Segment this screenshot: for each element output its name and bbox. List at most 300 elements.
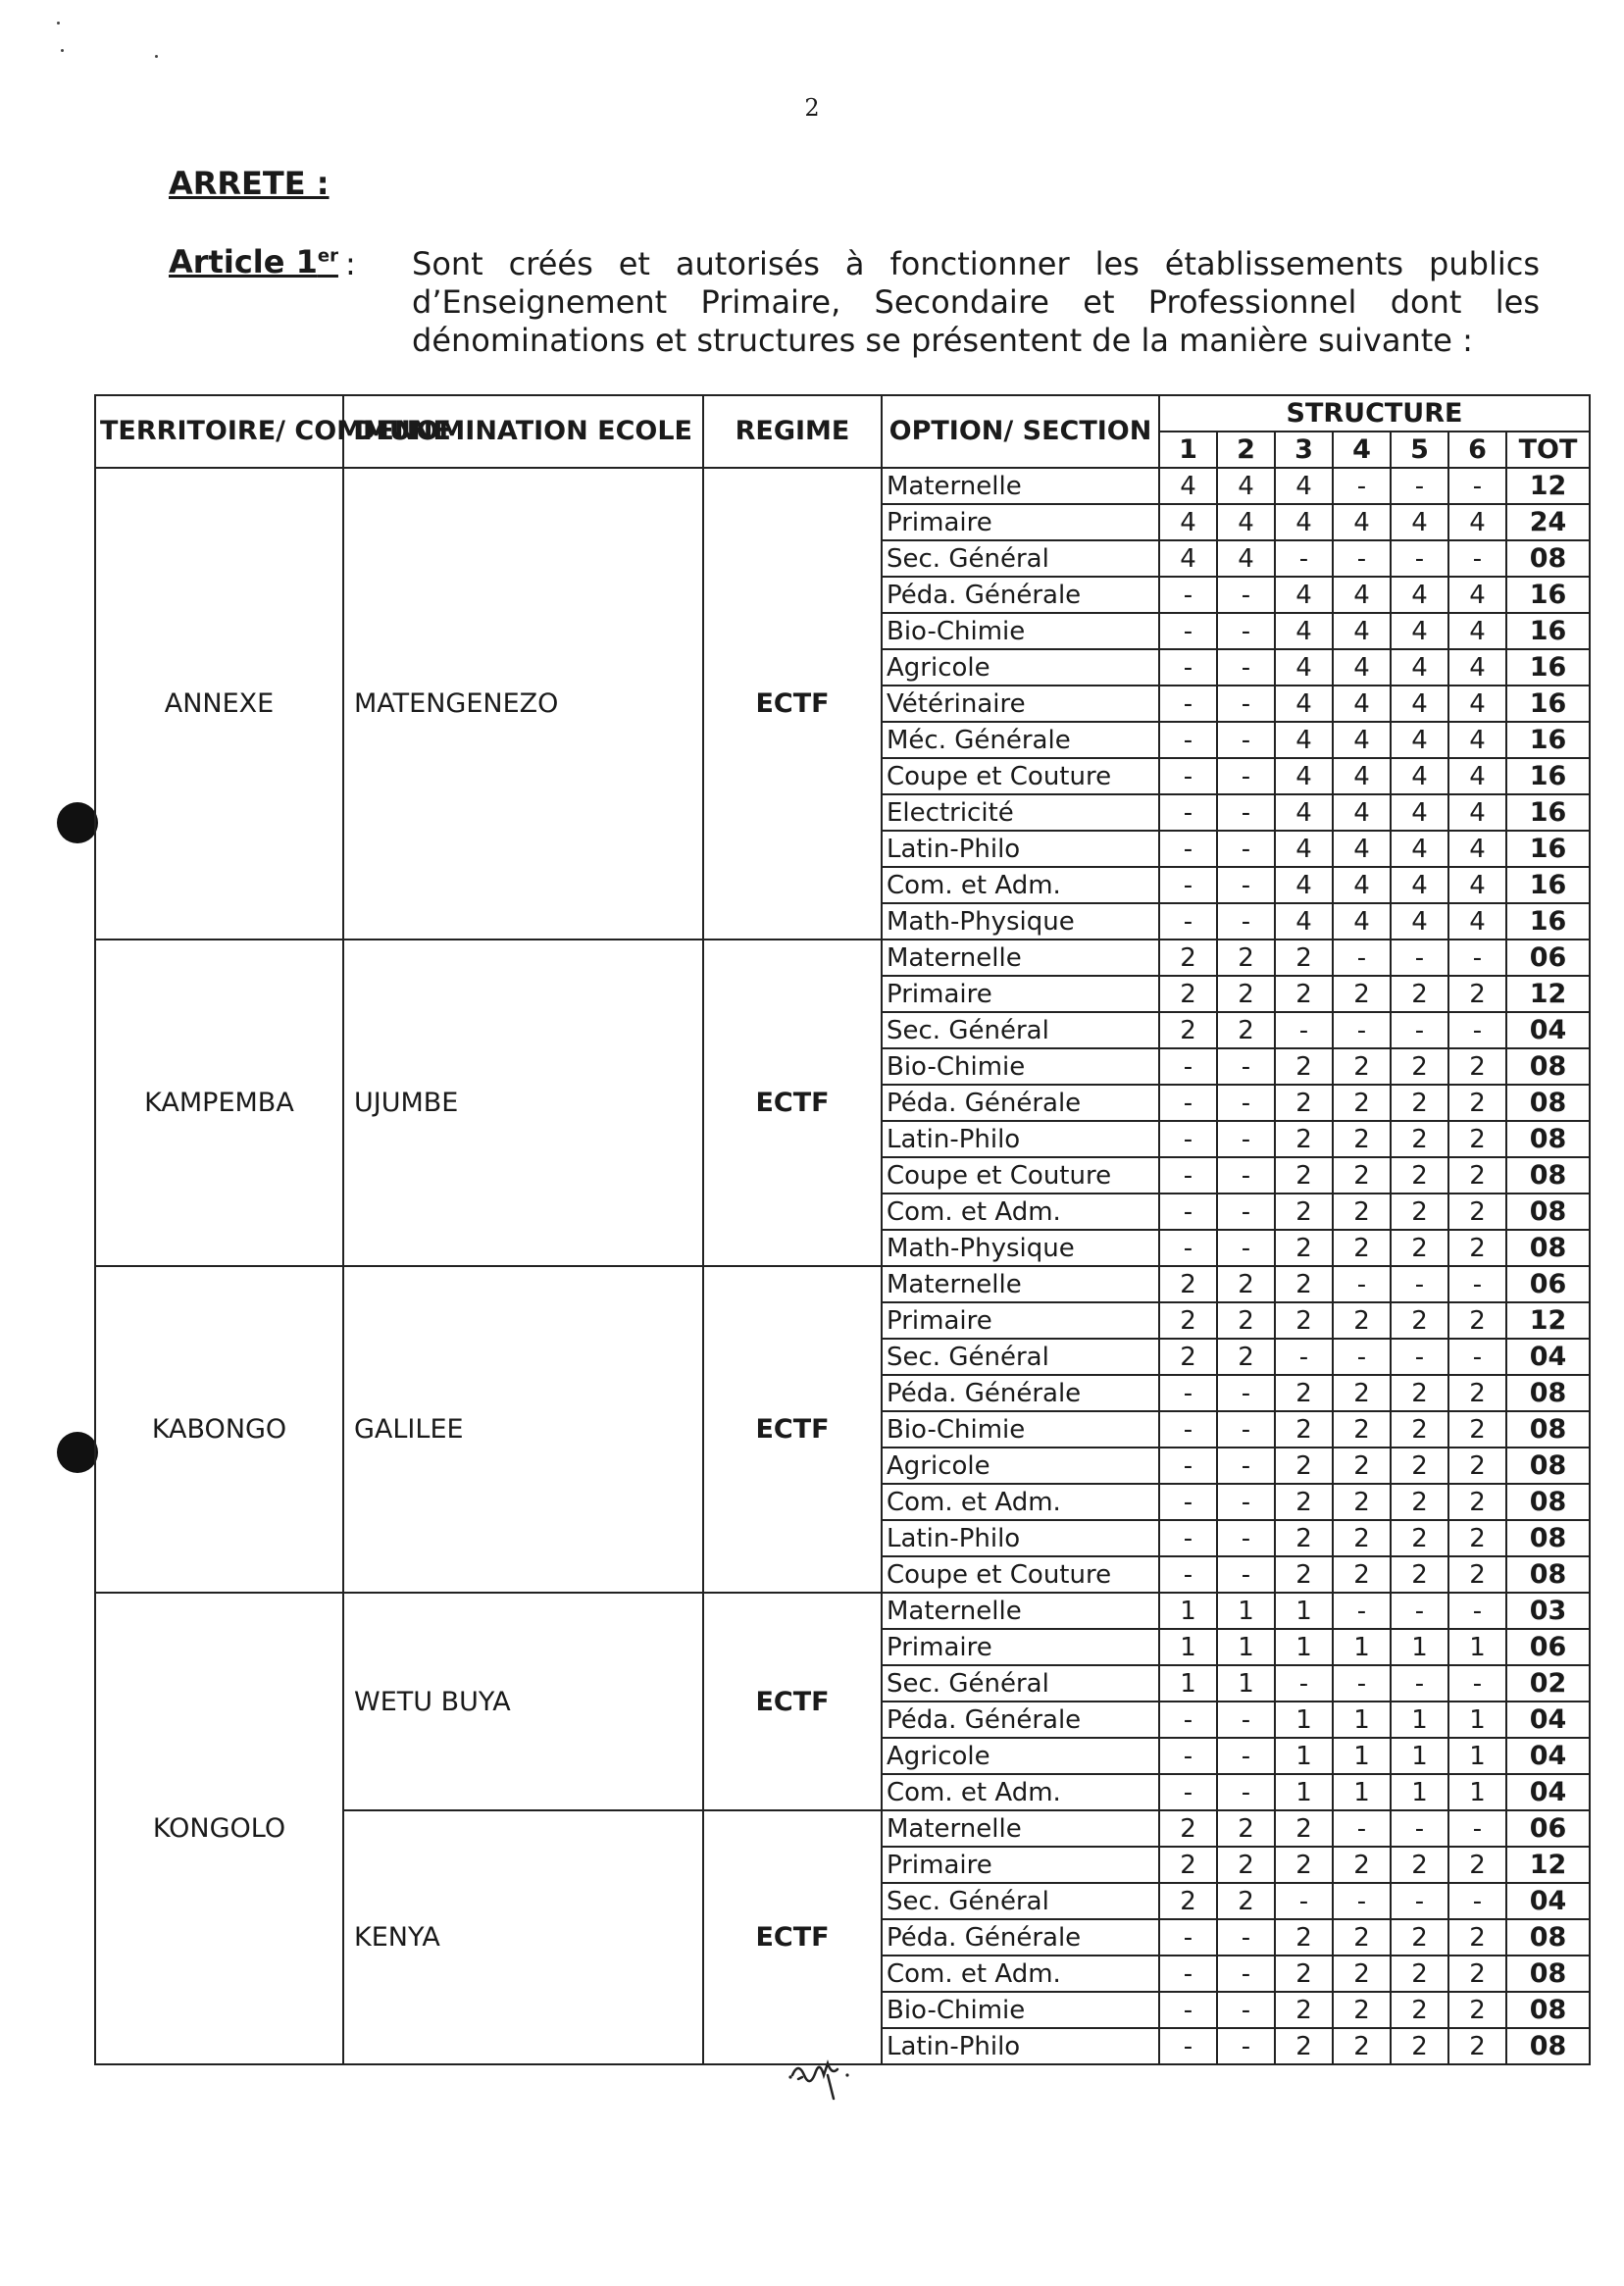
structure-cell-3: 2: [1275, 1919, 1333, 1956]
option-cell: Com. et Adm.: [882, 1484, 1159, 1520]
article-text: Sont créés et autorisés à fonctionner les établissements publics d’Enseignement Primaire, Secondaire et Professionnel dont les dénominations et structures se présentent de la manière suivante :: [412, 245, 1540, 359]
structure-cell-6: -: [1448, 1593, 1506, 1629]
structure-cell-5: 4: [1391, 831, 1448, 867]
structure-cell-4: 4: [1333, 903, 1391, 940]
option-cell: Sec. Général: [882, 1012, 1159, 1048]
structure-cell-1: -: [1159, 794, 1217, 831]
structure-cell-5: 1: [1391, 1774, 1448, 1810]
structure-cell-4: 2: [1333, 1956, 1391, 1992]
total-cell: 04: [1506, 1738, 1590, 1774]
total-cell: 08: [1506, 1375, 1590, 1411]
school-name-cell: KENYA: [343, 1810, 703, 2064]
structure-cell-3: 4: [1275, 649, 1333, 686]
option-cell: Bio-Chimie: [882, 1411, 1159, 1448]
structure-cell-5: 4: [1391, 649, 1448, 686]
structure-cell-6: 1: [1448, 1629, 1506, 1665]
structure-cell-4: 1: [1333, 1738, 1391, 1774]
structure-cell-2: -: [1217, 1157, 1275, 1194]
structure-cell-5: 4: [1391, 722, 1448, 758]
structure-cell-5: 2: [1391, 1048, 1448, 1085]
regime-cell: ECTF: [703, 468, 882, 940]
structure-cell-5: -: [1391, 468, 1448, 504]
scan-speck: [155, 55, 158, 58]
structure-cell-3: 2: [1275, 1375, 1333, 1411]
structure-cell-1: 2: [1159, 1847, 1217, 1883]
structure-cell-3: 2: [1275, 1157, 1333, 1194]
structure-cell-2: 2: [1217, 1266, 1275, 1302]
structure-cell-6: -: [1448, 1012, 1506, 1048]
option-cell: Latin-Philo: [882, 1520, 1159, 1556]
structure-cell-2: -: [1217, 831, 1275, 867]
option-cell: Maternelle: [882, 468, 1159, 504]
table-row: [95, 468, 1590, 504]
structure-cell-2: -: [1217, 1230, 1275, 1266]
structure-cell-5: 4: [1391, 613, 1448, 649]
option-cell: Maternelle: [882, 1266, 1159, 1302]
option-cell: Math-Physique: [882, 1230, 1159, 1266]
total-cell: 08: [1506, 1411, 1590, 1448]
total-cell: 02: [1506, 1665, 1590, 1702]
structure-cell-2: -: [1217, 794, 1275, 831]
structure-cell-1: -: [1159, 1484, 1217, 1520]
total-cell: 08: [1506, 1992, 1590, 2028]
structure-cell-6: 4: [1448, 758, 1506, 794]
header-col-2: 2: [1217, 432, 1275, 468]
option-cell: Coupe et Couture: [882, 1157, 1159, 1194]
structure-cell-5: 2: [1391, 1157, 1448, 1194]
structure-cell-1: 2: [1159, 1883, 1217, 1919]
structure-cell-3: 1: [1275, 1774, 1333, 1810]
structure-cell-3: 4: [1275, 758, 1333, 794]
structure-cell-6: 4: [1448, 577, 1506, 613]
structure-cell-2: -: [1217, 1992, 1275, 2028]
total-cell: 04: [1506, 1339, 1590, 1375]
structure-cell-6: -: [1448, 1883, 1506, 1919]
structure-cell-4: -: [1333, 468, 1391, 504]
structure-cell-6: 2: [1448, 1085, 1506, 1121]
total-cell: 08: [1506, 1085, 1590, 1121]
structure-cell-6: -: [1448, 1665, 1506, 1702]
total-cell: 16: [1506, 867, 1590, 903]
structure-cell-5: 2: [1391, 1375, 1448, 1411]
structure-cell-6: 4: [1448, 504, 1506, 540]
scan-hole-dot: [57, 1432, 98, 1473]
structure-cell-5: -: [1391, 1883, 1448, 1919]
structure-cell-2: 4: [1217, 504, 1275, 540]
structure-cell-3: 4: [1275, 468, 1333, 504]
structure-cell-2: -: [1217, 867, 1275, 903]
structure-cell-1: -: [1159, 758, 1217, 794]
structure-cell-4: 1: [1333, 1774, 1391, 1810]
structure-cell-5: 4: [1391, 867, 1448, 903]
structure-cell-6: 2: [1448, 1484, 1506, 1520]
structure-cell-1: -: [1159, 1157, 1217, 1194]
option-cell: Péda. Générale: [882, 1085, 1159, 1121]
total-cell: 08: [1506, 1121, 1590, 1157]
structure-cell-2: -: [1217, 1702, 1275, 1738]
structure-cell-2: 2: [1217, 1012, 1275, 1048]
header-territoire: TERRITOIRE/ COMMUNE: [95, 395, 343, 468]
structure-cell-4: 2: [1333, 1919, 1391, 1956]
structure-cell-5: -: [1391, 940, 1448, 976]
structure-cell-4: -: [1333, 1883, 1391, 1919]
structure-cell-3: -: [1275, 1665, 1333, 1702]
structure-cell-5: 4: [1391, 903, 1448, 940]
option-cell: Latin-Philo: [882, 1121, 1159, 1157]
option-cell: Bio-Chimie: [882, 1048, 1159, 1085]
structure-cell-2: -: [1217, 1448, 1275, 1484]
structure-cell-1: 2: [1159, 1810, 1217, 1847]
table-row: [95, 1593, 1590, 1629]
total-cell: 06: [1506, 1629, 1590, 1665]
total-cell: 16: [1506, 613, 1590, 649]
structure-cell-2: -: [1217, 1919, 1275, 1956]
structure-cell-4: -: [1333, 540, 1391, 577]
structure-cell-5: 2: [1391, 1556, 1448, 1593]
structure-cell-6: 2: [1448, 1048, 1506, 1085]
structure-cell-5: 4: [1391, 794, 1448, 831]
structure-cell-1: -: [1159, 1230, 1217, 1266]
arrete-heading: ARRETE :: [169, 165, 330, 202]
structure-cell-2: 2: [1217, 976, 1275, 1012]
total-cell: 12: [1506, 1302, 1590, 1339]
structure-cell-3: 2: [1275, 1121, 1333, 1157]
structure-cell-6: 2: [1448, 1302, 1506, 1339]
school-name-cell: UJUMBE: [343, 940, 703, 1266]
structure-cell-3: 4: [1275, 903, 1333, 940]
option-cell: Agricole: [882, 1738, 1159, 1774]
option-cell: Maternelle: [882, 940, 1159, 976]
structure-cell-3: 2: [1275, 940, 1333, 976]
option-cell: Agricole: [882, 1448, 1159, 1484]
total-cell: 08: [1506, 1157, 1590, 1194]
total-cell: 12: [1506, 1847, 1590, 1883]
header-option: OPTION/ SECTION: [882, 395, 1159, 468]
table-row: [95, 1266, 1590, 1302]
structure-cell-3: -: [1275, 540, 1333, 577]
structure-cell-6: 2: [1448, 1520, 1506, 1556]
structure-cell-5: -: [1391, 1593, 1448, 1629]
structure-cell-2: 1: [1217, 1593, 1275, 1629]
structure-cell-1: -: [1159, 1992, 1217, 2028]
structure-cell-6: 2: [1448, 1375, 1506, 1411]
structure-cell-3: 2: [1275, 1048, 1333, 1085]
structure-cell-4: -: [1333, 1339, 1391, 1375]
structure-cell-2: -: [1217, 903, 1275, 940]
structure-cell-6: -: [1448, 468, 1506, 504]
structure-cell-1: -: [1159, 2028, 1217, 2064]
total-cell: 04: [1506, 1702, 1590, 1738]
structure-cell-4: 2: [1333, 1847, 1391, 1883]
table-body: [95, 468, 1590, 2064]
structure-cell-5: 2: [1391, 1484, 1448, 1520]
structure-cell-1: 4: [1159, 504, 1217, 540]
structure-cell-3: 1: [1275, 1593, 1333, 1629]
structure-cell-2: -: [1217, 1048, 1275, 1085]
structure-cell-4: -: [1333, 1593, 1391, 1629]
structure-cell-5: 2: [1391, 1919, 1448, 1956]
structure-cell-1: 2: [1159, 940, 1217, 976]
option-cell: Sec. Général: [882, 540, 1159, 577]
structure-cell-6: 2: [1448, 1847, 1506, 1883]
structure-cell-4: 2: [1333, 976, 1391, 1012]
header-structure: STRUCTURE: [1159, 395, 1590, 432]
structure-cell-5: 2: [1391, 1302, 1448, 1339]
structure-cell-2: -: [1217, 613, 1275, 649]
option-cell: Com. et Adm.: [882, 1194, 1159, 1230]
structure-cell-2: 2: [1217, 1810, 1275, 1847]
option-cell: Vétérinaire: [882, 686, 1159, 722]
structure-cell-2: -: [1217, 1484, 1275, 1520]
structure-cell-4: 2: [1333, 1520, 1391, 1556]
structure-cell-5: 2: [1391, 1194, 1448, 1230]
total-cell: 16: [1506, 831, 1590, 867]
structure-cell-1: -: [1159, 1520, 1217, 1556]
total-cell: 08: [1506, 2028, 1590, 2064]
structure-cell-1: -: [1159, 1121, 1217, 1157]
structure-cell-1: 2: [1159, 1339, 1217, 1375]
structure-cell-3: 4: [1275, 867, 1333, 903]
structure-cell-3: 1: [1275, 1629, 1333, 1665]
scan-hole-dot: [57, 802, 98, 843]
total-cell: 12: [1506, 976, 1590, 1012]
structure-cell-2: -: [1217, 1738, 1275, 1774]
total-cell: 16: [1506, 686, 1590, 722]
structure-cell-6: 2: [1448, 1194, 1506, 1230]
total-cell: 04: [1506, 1012, 1590, 1048]
option-cell: Primaire: [882, 1629, 1159, 1665]
option-cell: Péda. Générale: [882, 1702, 1159, 1738]
structure-cell-1: 1: [1159, 1593, 1217, 1629]
table-row: [95, 940, 1590, 976]
structure-cell-3: 2: [1275, 1085, 1333, 1121]
structure-cell-5: 4: [1391, 577, 1448, 613]
total-cell: 24: [1506, 504, 1590, 540]
structure-cell-4: 4: [1333, 613, 1391, 649]
structure-cell-2: -: [1217, 577, 1275, 613]
total-cell: 16: [1506, 649, 1590, 686]
structure-cell-5: 2: [1391, 1121, 1448, 1157]
structure-cell-1: -: [1159, 1448, 1217, 1484]
structure-cell-6: -: [1448, 1339, 1506, 1375]
option-cell: Coupe et Couture: [882, 758, 1159, 794]
structure-cell-1: 4: [1159, 540, 1217, 577]
structure-cell-2: -: [1217, 1774, 1275, 1810]
total-cell: 04: [1506, 1774, 1590, 1810]
structure-cell-3: 2: [1275, 1810, 1333, 1847]
structure-cell-3: 1: [1275, 1702, 1333, 1738]
structure-cell-5: 2: [1391, 1520, 1448, 1556]
header-col-6: 6: [1448, 432, 1506, 468]
structure-cell-3: 2: [1275, 1302, 1333, 1339]
territoire-cell: KAMPEMBA: [95, 940, 343, 1266]
regime-cell: ECTF: [703, 940, 882, 1266]
structure-cell-4: 2: [1333, 1157, 1391, 1194]
structure-cell-2: -: [1217, 1085, 1275, 1121]
structure-cell-3: 2: [1275, 1484, 1333, 1520]
structure-cell-5: -: [1391, 540, 1448, 577]
structure-cell-5: 2: [1391, 1230, 1448, 1266]
structure-cell-2: -: [1217, 758, 1275, 794]
total-cell: 06: [1506, 1266, 1590, 1302]
structure-cell-3: -: [1275, 1012, 1333, 1048]
structure-cell-1: 2: [1159, 1012, 1217, 1048]
structure-cell-5: -: [1391, 1266, 1448, 1302]
total-cell: 16: [1506, 577, 1590, 613]
total-cell: 08: [1506, 1484, 1590, 1520]
option-cell: Péda. Générale: [882, 577, 1159, 613]
structure-cell-5: -: [1391, 1810, 1448, 1847]
structure-cell-3: 2: [1275, 976, 1333, 1012]
option-cell: Coupe et Couture: [882, 1556, 1159, 1593]
structure-cell-5: 2: [1391, 1847, 1448, 1883]
structure-cell-6: 2: [1448, 976, 1506, 1012]
option-cell: Péda. Générale: [882, 1375, 1159, 1411]
structure-cell-5: 2: [1391, 1992, 1448, 2028]
structure-cell-3: 2: [1275, 1194, 1333, 1230]
total-cell: 08: [1506, 1230, 1590, 1266]
option-cell: Péda. Générale: [882, 1919, 1159, 1956]
option-cell: Primaire: [882, 1302, 1159, 1339]
structure-cell-1: 1: [1159, 1629, 1217, 1665]
structure-cell-3: 1: [1275, 1738, 1333, 1774]
total-cell: 16: [1506, 758, 1590, 794]
total-cell: 08: [1506, 1956, 1590, 1992]
structure-cell-1: -: [1159, 1919, 1217, 1956]
structure-cell-2: -: [1217, 1411, 1275, 1448]
structure-cell-3: 2: [1275, 1266, 1333, 1302]
structure-cell-2: 2: [1217, 940, 1275, 976]
structure-cell-2: -: [1217, 1194, 1275, 1230]
structure-cell-2: -: [1217, 1556, 1275, 1593]
structure-cell-6: 4: [1448, 649, 1506, 686]
total-cell: 08: [1506, 1919, 1590, 1956]
structure-cell-3: 2: [1275, 1956, 1333, 1992]
structure-cell-4: 4: [1333, 722, 1391, 758]
structure-cell-1: -: [1159, 686, 1217, 722]
structure-cell-4: 2: [1333, 1484, 1391, 1520]
option-cell: Latin-Philo: [882, 831, 1159, 867]
total-cell: 16: [1506, 722, 1590, 758]
structure-cell-6: 1: [1448, 1702, 1506, 1738]
structure-cell-6: 2: [1448, 1956, 1506, 1992]
structure-cell-3: 4: [1275, 794, 1333, 831]
structure-cell-2: 1: [1217, 1665, 1275, 1702]
structure-cell-4: 2: [1333, 1048, 1391, 1085]
structure-cell-4: 2: [1333, 1085, 1391, 1121]
structure-cell-3: 4: [1275, 504, 1333, 540]
total-cell: 04: [1506, 1883, 1590, 1919]
structure-cell-1: -: [1159, 577, 1217, 613]
school-name-cell: WETU BUYA: [343, 1593, 703, 1810]
structure-cell-2: -: [1217, 1520, 1275, 1556]
structure-cell-3: 4: [1275, 722, 1333, 758]
structure-cell-5: -: [1391, 1339, 1448, 1375]
structure-cell-1: -: [1159, 1738, 1217, 1774]
structure-cell-1: -: [1159, 1085, 1217, 1121]
header-col-5: 5: [1391, 432, 1448, 468]
structure-cell-1: 2: [1159, 1302, 1217, 1339]
header-col-4: 4: [1333, 432, 1391, 468]
structure-cell-3: 2: [1275, 1992, 1333, 2028]
header-col-1: 1: [1159, 432, 1217, 468]
structure-cell-1: -: [1159, 722, 1217, 758]
structure-cell-1: -: [1159, 831, 1217, 867]
structure-cell-2: 2: [1217, 1339, 1275, 1375]
article-label-text: Article 1: [169, 243, 318, 280]
article-label: [169, 243, 338, 280]
structure-cell-6: 4: [1448, 686, 1506, 722]
structure-cell-1: -: [1159, 649, 1217, 686]
structure-cell-6: 4: [1448, 903, 1506, 940]
structure-cell-5: -: [1391, 1012, 1448, 1048]
structure-cell-5: 4: [1391, 504, 1448, 540]
structure-cell-1: -: [1159, 1702, 1217, 1738]
school-name-cell: GALILEE: [343, 1266, 703, 1593]
structure-cell-2: -: [1217, 1956, 1275, 1992]
structure-cell-3: 2: [1275, 2028, 1333, 2064]
total-cell: 06: [1506, 1810, 1590, 1847]
structure-cell-4: 4: [1333, 649, 1391, 686]
school-name-cell: MATENGENEZO: [343, 468, 703, 940]
structure-cell-6: 2: [1448, 1448, 1506, 1484]
structure-cell-4: 2: [1333, 1375, 1391, 1411]
structure-cell-4: -: [1333, 1665, 1391, 1702]
structure-cell-1: 2: [1159, 1266, 1217, 1302]
structure-cell-6: 2: [1448, 2028, 1506, 2064]
structure-cell-2: 2: [1217, 1847, 1275, 1883]
structure-cell-5: 4: [1391, 686, 1448, 722]
structure-cell-6: 2: [1448, 1919, 1506, 1956]
option-cell: Maternelle: [882, 1593, 1159, 1629]
structure-cell-6: 4: [1448, 867, 1506, 903]
structure-cell-3: 2: [1275, 1556, 1333, 1593]
structure-cell-6: 4: [1448, 831, 1506, 867]
structure-cell-4: 4: [1333, 758, 1391, 794]
structure-cell-3: 2: [1275, 1411, 1333, 1448]
option-cell: Bio-Chimie: [882, 613, 1159, 649]
header-denomination: DENOMINATION ECOLE: [343, 395, 703, 468]
total-cell: 16: [1506, 903, 1590, 940]
structure-cell-4: -: [1333, 1012, 1391, 1048]
structure-cell-2: -: [1217, 2028, 1275, 2064]
option-cell: Math-Physique: [882, 903, 1159, 940]
total-cell: 12: [1506, 468, 1590, 504]
option-cell: Com. et Adm.: [882, 1774, 1159, 1810]
option-cell: Primaire: [882, 976, 1159, 1012]
structure-cell-4: 2: [1333, 1302, 1391, 1339]
structure-cell-2: 2: [1217, 1883, 1275, 1919]
structure-cell-4: 4: [1333, 504, 1391, 540]
structure-cell-4: 4: [1333, 577, 1391, 613]
option-cell: Com. et Adm.: [882, 867, 1159, 903]
option-cell: Primaire: [882, 1847, 1159, 1883]
structure-cell-6: 2: [1448, 1411, 1506, 1448]
structure-cell-5: 1: [1391, 1702, 1448, 1738]
structure-cell-6: 4: [1448, 613, 1506, 649]
option-cell: Sec. Général: [882, 1883, 1159, 1919]
structure-cell-5: 2: [1391, 1956, 1448, 1992]
structure-cell-5: 2: [1391, 1411, 1448, 1448]
structure-cell-4: 2: [1333, 1121, 1391, 1157]
structure-cell-4: -: [1333, 940, 1391, 976]
article-label-superscript: er: [317, 245, 338, 267]
structure-cell-4: 2: [1333, 1194, 1391, 1230]
structure-cell-2: -: [1217, 1121, 1275, 1157]
structure-cell-2: -: [1217, 649, 1275, 686]
option-cell: Maternelle: [882, 1810, 1159, 1847]
article-colon: :: [345, 245, 356, 282]
